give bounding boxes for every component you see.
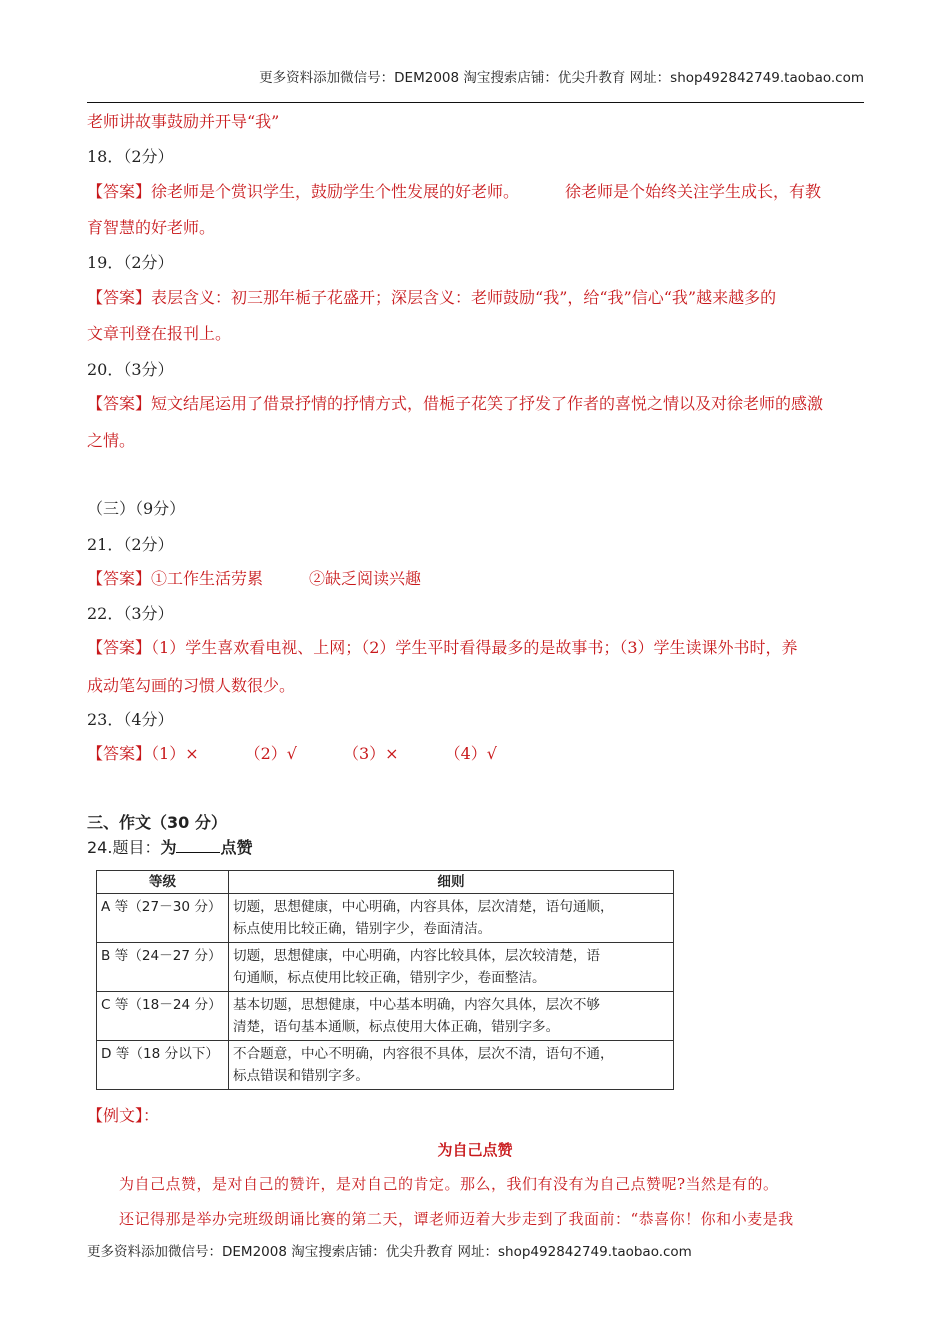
grade-cell: C 等（18－24 分）	[97, 992, 229, 1041]
answer-tag: 【答案】	[87, 638, 152, 657]
answer-tag: 【答案】	[87, 288, 152, 307]
criteria-line: 不合题意，中心不明确，内容很不具体，层次不清，语句不通，	[233, 1046, 614, 1062]
criteria-line: 基本切题，思想健康，中心基本明确，内容欠具体，层次不够	[233, 997, 601, 1013]
table-row	[97, 992, 674, 1041]
criteria-line: 标点错误和错别字多。	[233, 1068, 369, 1084]
answer-tag: 【答案】	[87, 569, 152, 588]
criteria-line: 标点使用比较正确，错别字少，卷面清洁。	[233, 921, 492, 937]
q19-label: 19．（2分）	[87, 253, 174, 272]
q23-answer-3: （3）×	[343, 744, 399, 763]
header-divider	[87, 102, 864, 103]
q22-answer-line1	[87, 635, 798, 658]
criteria-line: 句通顺，标点使用比较正确，错别字少，卷面整洁。	[233, 970, 546, 986]
q21-answer	[87, 566, 421, 589]
prompt-title-end: 点赞	[220, 838, 253, 857]
q18-answer-part1: 徐老师是个赏识学生，鼓励学生个性发展的好老师。	[151, 182, 520, 201]
q23-answer-2: （2）√	[244, 744, 297, 763]
q21-label: 21．（2分）	[87, 535, 174, 554]
q22-label: 22．（3分）	[87, 604, 174, 623]
q23-answer	[87, 741, 497, 764]
criteria-cell	[229, 992, 674, 1041]
table-row	[97, 943, 674, 992]
grade-cell: B 等（24－27 分）	[97, 943, 229, 992]
q19-answer-line1	[87, 285, 776, 308]
table-row	[97, 894, 674, 943]
composition-heading: 三、作文（30 分）	[87, 813, 227, 832]
criteria-line: 切题，思想健康，中心明确，内容具体，层次清楚，语句通顺，	[233, 899, 614, 915]
q18-answer-part2: 徐老师是个始终关注学生成长，有教	[565, 182, 822, 201]
prompt-title-start: 为	[160, 838, 177, 857]
q18-answer-line2: 育智慧的好老师。	[87, 218, 216, 237]
q20-answer-line2: 之情。	[87, 431, 136, 450]
q20-label: 20．（3分）	[87, 360, 174, 379]
grading-rubric-table	[96, 870, 674, 1090]
q21-answer-item2: ②缺乏阅读兴趣	[309, 569, 422, 588]
continuation-text: 老师讲故事鼓励并开导“我”	[87, 112, 280, 131]
criteria-line: 清楚，语句基本通顺，标点使用大体正确，错别字多。	[233, 1019, 560, 1035]
essay-paragraph-2: 还记得那是举办完班级朗诵比赛的第二天，谭老师迈着大步走到了我面前：“恭喜你！你和小麦是我	[119, 1210, 794, 1228]
essay-paragraph-1: 为自己点赞，是对自己的赞许，是对自己的肯定。那么，我们有没有为自己点赞呢?当然是有的。	[119, 1175, 779, 1193]
table-header-row	[97, 871, 674, 894]
answer-tag: 【答案】	[87, 182, 152, 201]
q19-answer-text: 表层含义：初三那年栀子花盛开；深层含义：老师鼓励“我”，给“我”信心“我”越来越多的	[151, 288, 777, 307]
composition-prompt	[87, 835, 252, 858]
section-three-heading: （三）（9分）	[87, 499, 186, 518]
q22-answer-line2: 成动笔勾画的习惯人数很少。	[87, 676, 296, 695]
grade-cell: A 等（27－30 分）	[97, 894, 229, 943]
q18-label: 18．（2分）	[87, 147, 174, 166]
criteria-cell	[229, 894, 674, 943]
q21-answer-item1: ①工作生活劳累	[151, 569, 264, 588]
table-header-criteria: 细则	[229, 871, 674, 894]
essay-title: 为自己点赞	[437, 1141, 513, 1159]
prompt-blank	[176, 838, 220, 853]
q20-answer-line1	[87, 391, 823, 414]
q23-answer-4: （4）√	[444, 744, 497, 763]
criteria-cell	[229, 943, 674, 992]
page-footer: 更多资料添加微信号：DEM2008 淘宝搜索店铺：优尖升教育 网址：shop492842749.taobao.com	[87, 1244, 692, 1260]
grade-cell: D 等（18 分以下）	[97, 1041, 229, 1090]
prompt-prefix: 24.题目：	[87, 838, 161, 857]
answer-tag: 【答案】	[87, 744, 152, 763]
q23-answer-1: （1）×	[151, 744, 199, 763]
criteria-line: 切题，思想健康，中心明确，内容比较具体，层次较清楚，语	[233, 948, 601, 964]
table-header-grade: 等级	[97, 871, 229, 894]
q23-label: 23．（4分）	[87, 710, 174, 729]
answer-tag: 【答案】	[87, 394, 152, 413]
page-header: 更多资料添加微信号：DEM2008 淘宝搜索店铺：优尖升教育 网址：shop492842749.taobao.com	[259, 70, 864, 86]
q18-answer-line1	[87, 179, 821, 202]
criteria-cell	[229, 1041, 674, 1090]
q22-answer-text: （1）学生喜欢看电视、上网；（2）学生平时看得最多的是故事书；（3）学生读课外书时，养	[151, 638, 798, 657]
table-row	[97, 1041, 674, 1090]
q20-answer-text: 短文结尾运用了借景抒情的抒情方式，借栀子花笑了抒发了作者的喜悦之情以及对徐老师的感激	[151, 394, 824, 413]
q19-answer-line2: 文章刊登在报刊上。	[87, 324, 232, 343]
example-essay-tag: 【例文】：	[87, 1106, 160, 1125]
